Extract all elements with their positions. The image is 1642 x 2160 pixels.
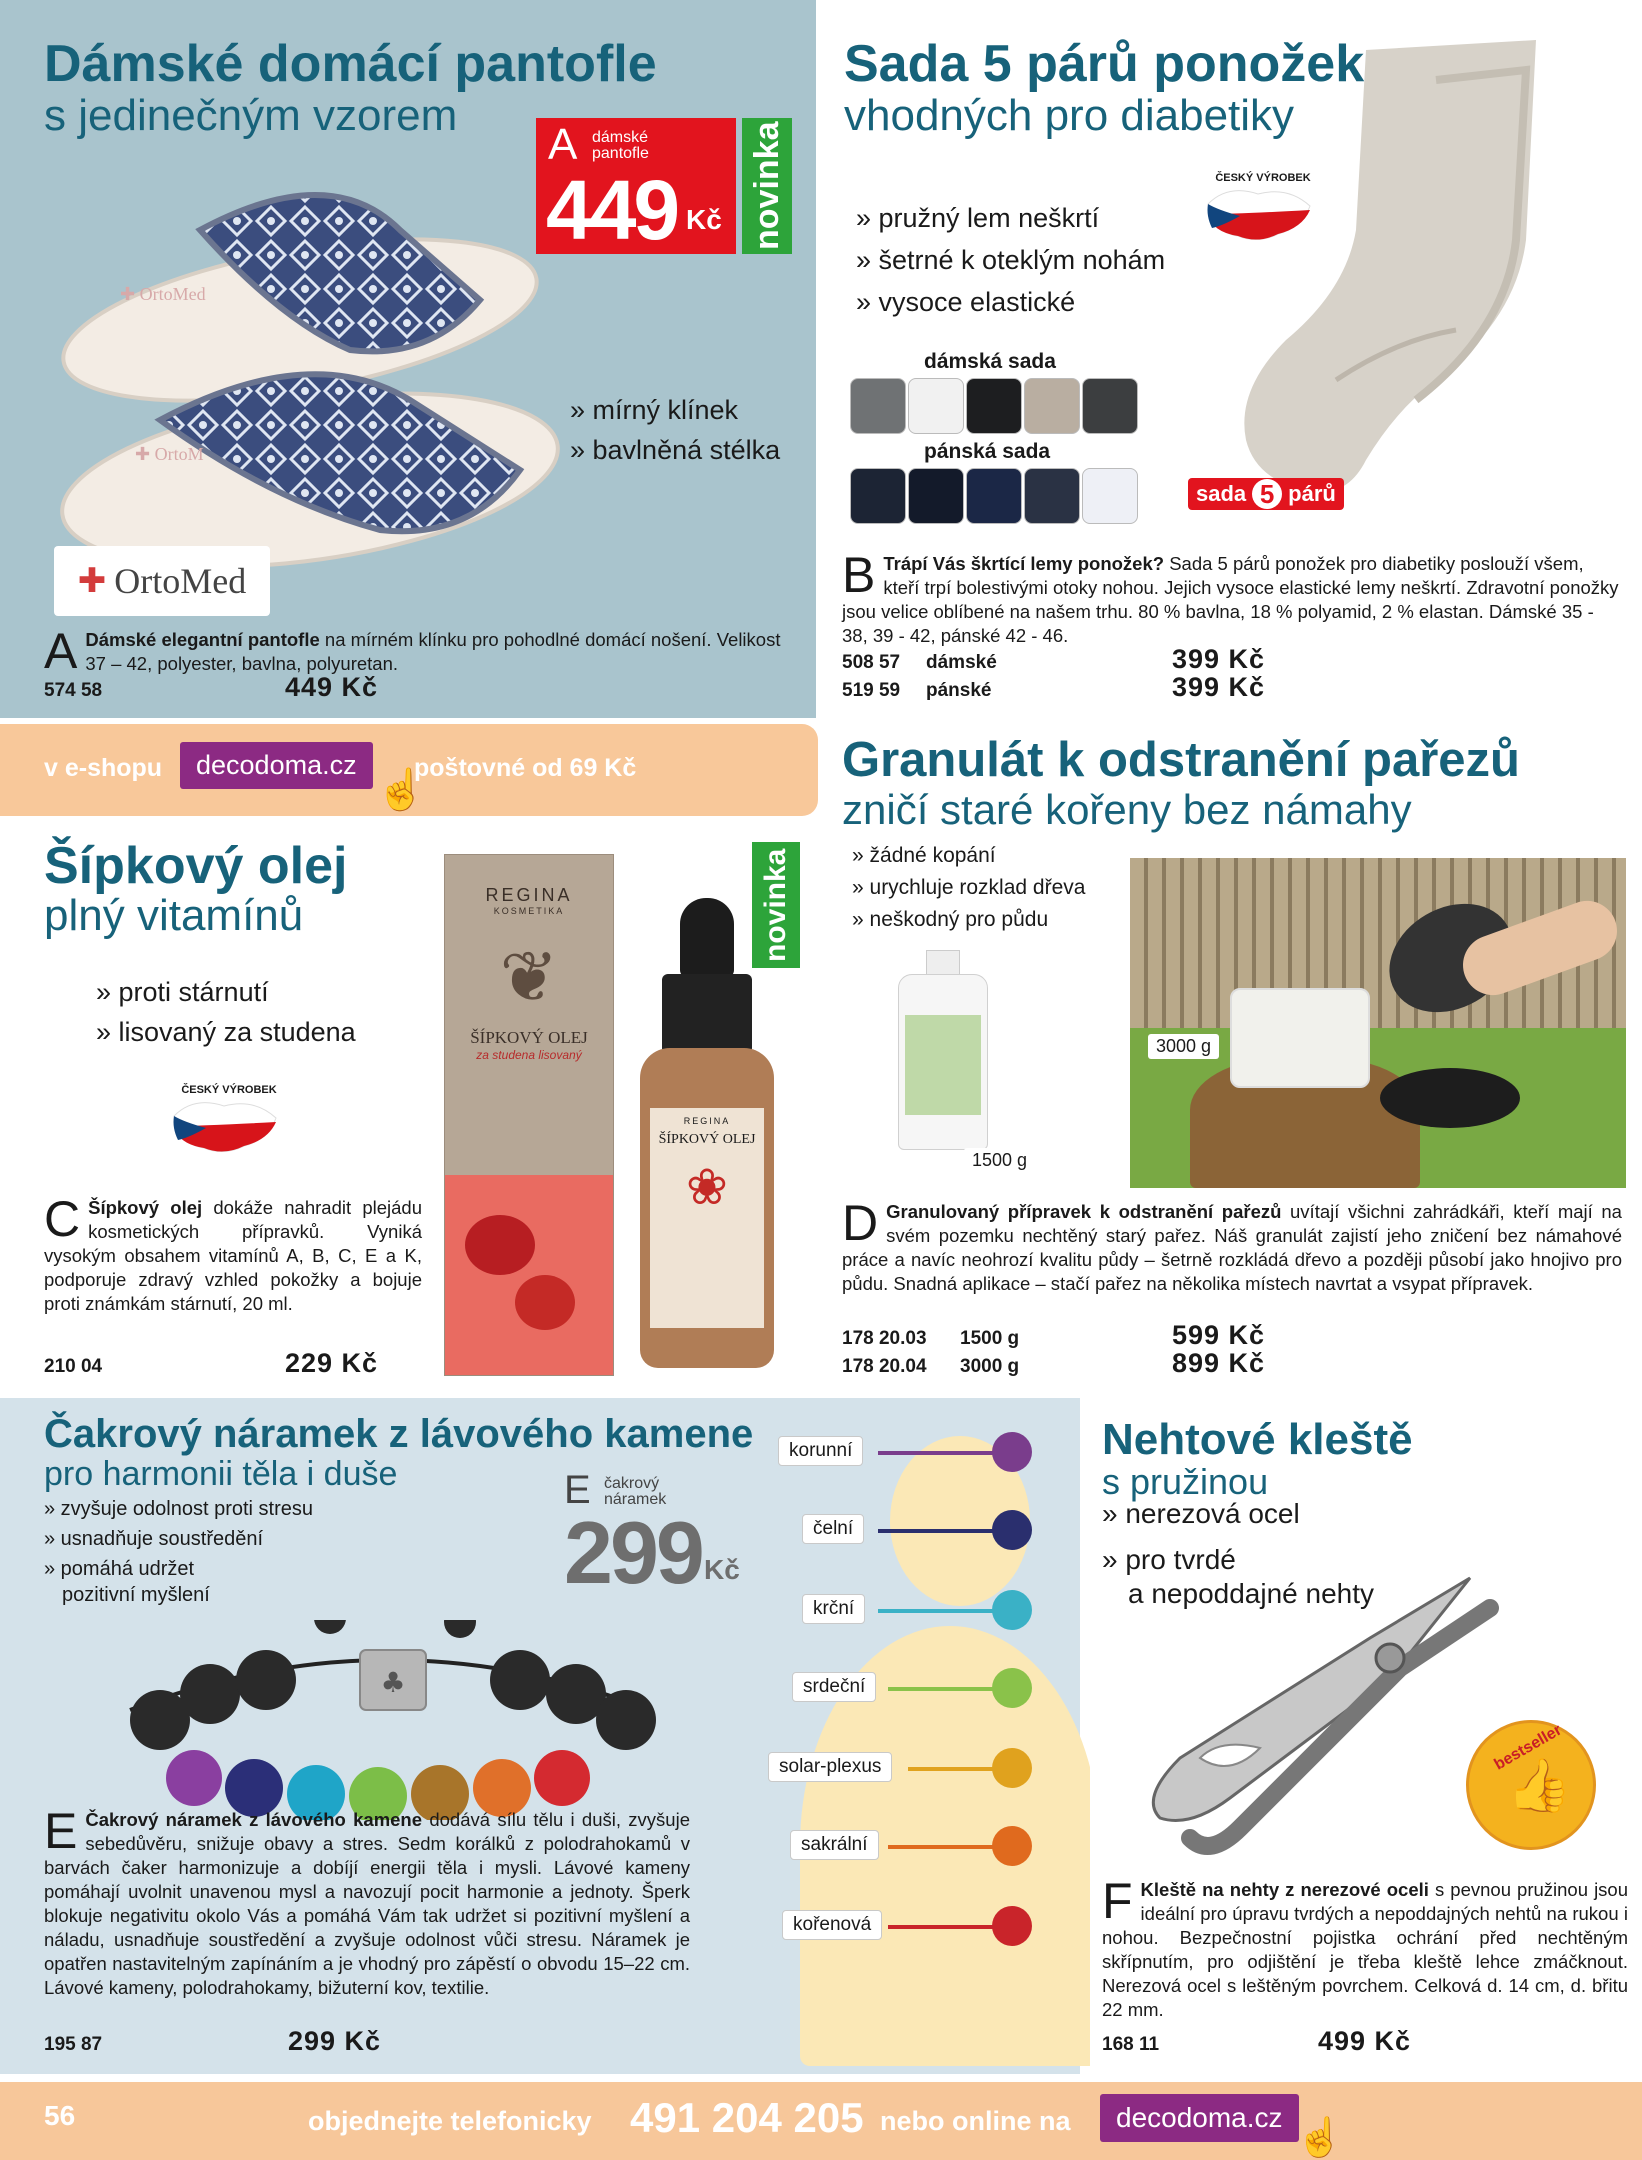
chakra-row-2: [768, 1510, 1128, 1550]
cz-product-badge: [1198, 172, 1328, 249]
slippers-image: [50, 170, 590, 590]
chakra-row-7: [768, 1906, 1128, 1946]
socks-description: [842, 547, 1622, 648]
chakra-line-5: [908, 1767, 998, 1771]
bracelet-bullet-1: » zvyšuje odolnost proti stresu: [44, 1498, 314, 1520]
ladies-set-label: dámská sada: [924, 350, 1056, 373]
chakra-line-2: [878, 1529, 998, 1533]
footer-online-text: nebo online na: [880, 2106, 1071, 2136]
clippers-bullet-2: » pro tvrdé: [1102, 1544, 1236, 1575]
ladies-swatch-4: [1024, 378, 1080, 434]
panel-slippers: [0, 0, 816, 718]
bracelet-badge-price: 299: [564, 1503, 702, 1602]
set-badge-unit: párů: [1288, 481, 1336, 506]
nail-clippers-image: [1120, 1558, 1500, 1858]
mens-swatch-4: [1024, 468, 1080, 524]
oil-bottle-name: ŠÍPKOVÝ OLEJ: [658, 1132, 756, 1147]
eshop-prefix: v e-shopu: [44, 754, 163, 782]
mens-swatch-5: [1082, 468, 1138, 524]
granulate-bullet-1: » žádné kopání: [852, 844, 996, 867]
clippers-title: Nehtové kleště: [1102, 1415, 1413, 1464]
bracelet-letter: E: [44, 1803, 78, 1859]
mens-swatch-1: [850, 468, 906, 524]
socks-row-1-code: 508 57: [842, 652, 901, 673]
granulate-row-2-code: 178 20.04: [842, 1356, 927, 1377]
set-badge-word: sada: [1196, 481, 1247, 506]
bracelet-badge-currency: Kč: [704, 1554, 740, 1585]
granulate-row-1-code: 178 20.03: [842, 1328, 927, 1349]
bracelet-price: 299 Kč: [288, 2026, 382, 2056]
ladies-swatches: [850, 378, 1150, 438]
clippers-bullet-1: » nerezová ocel: [1102, 1498, 1300, 1529]
footer-order-text: objednejte telefonicky: [308, 2106, 592, 2136]
granulate-description: [842, 1195, 1622, 1296]
oil-code: 210 04: [44, 1356, 103, 1377]
oil-bullet-1: » proti stárnutí: [96, 977, 269, 1007]
garden-photo: [1130, 858, 1626, 1188]
panel-stump-granulate: [826, 724, 1642, 1388]
cz-product-label-oil: ČESKÝ VÝROBEK: [181, 1084, 277, 1096]
bracelet-code: 195 87: [44, 2034, 103, 2055]
oil-box-brand: REGINA: [485, 885, 573, 905]
chakra-dot-4: [992, 1668, 1032, 1708]
granulate-row-2-price: 899 Kč: [1172, 1348, 1266, 1378]
chakra-dot-3: [992, 1590, 1032, 1630]
slippers-code: 574 58: [44, 680, 103, 701]
chakra-label-2: čelní: [802, 1514, 864, 1544]
clippers-subtitle: s pružinou: [1102, 1461, 1269, 1502]
chakra-row-6: [768, 1826, 1128, 1866]
ladies-swatch-2: [908, 378, 964, 434]
panel-rosehip-oil: [0, 822, 816, 1388]
slippers-description: [44, 623, 794, 679]
granulate-title: Granulát k odstranění pařezů: [842, 733, 1520, 787]
oil-bottle-brand: REGINA: [683, 1116, 731, 1126]
socks-bullet-1: » pružný lem neškrtí: [856, 203, 1100, 233]
bracelet-image: [120, 1620, 660, 1820]
panel-chakra-bracelet: [0, 1398, 1080, 2074]
granulate-bottle-image: [898, 950, 988, 1150]
badge-price: 449: [546, 163, 678, 257]
mens-swatches: [850, 468, 1150, 528]
panel-socks: [826, 0, 1642, 718]
socks-row-1-label: dámské: [926, 652, 997, 673]
slippers-title: Dámské domácí pantofle: [44, 35, 657, 93]
rosehip-bottle-icon: ❀: [686, 1159, 728, 1215]
chakra-line-7: [888, 1925, 998, 1929]
eshop-bar: [0, 724, 818, 816]
socks-desc-bold: Trápí Vás škrtící lemy ponožek?: [883, 553, 1165, 574]
chakra-label-7: kořenová: [782, 1910, 882, 1940]
slippers-bullet-2: » bavlněná stélka: [570, 435, 781, 465]
socks-row-2-price: 399 Kč: [1172, 672, 1266, 702]
bracelet-bullet-4: pozitivní myšlení: [62, 1584, 210, 1606]
chakra-line-6: [888, 1845, 998, 1849]
socks-subtitle: vhodných pro diabetiky: [844, 91, 1295, 140]
bottle-weight-label: 1500 g: [964, 1148, 1035, 1173]
sock-image: [1216, 40, 1616, 520]
socks-bullet-3: » vysoce elastické: [856, 287, 1076, 317]
clippers-price: 499 Kč: [1318, 2026, 1412, 2056]
badge-letter: A: [548, 120, 578, 169]
bracelet-badge-letter: E: [564, 1468, 591, 1512]
granulate-row-1-price: 599 Kč: [1172, 1320, 1266, 1350]
cz-product-badge-oil: [164, 1084, 294, 1161]
bucket-weight-label: 3000 g: [1148, 1034, 1219, 1059]
bracelet-bullet-2: » usnadňuje soustředění: [44, 1528, 264, 1550]
oil-letter: C: [44, 1191, 81, 1247]
footer-cursor-hand-icon: ☝: [1296, 2117, 1344, 2159]
oil-box-name: ŠÍPKOVÝ OLEJ: [470, 1028, 588, 1047]
socks-title: Sada 5 párů ponožek: [844, 35, 1365, 93]
badge-currency: Kč: [686, 204, 722, 235]
granulate-desc-bold: Granulovaný přípravek k odstranění pařezů: [886, 1201, 1282, 1222]
svg-text:♣: ♣: [380, 1666, 406, 1699]
socks-letter: B: [842, 547, 876, 603]
granulate-bullet-2: » urychluje rozklad dřeva: [852, 876, 1086, 899]
chakra-row-3: [768, 1590, 1128, 1630]
bracelet-desc-bold: Čakrový náramek z lávového kamene: [85, 1809, 423, 1830]
panel-nail-clippers: [1090, 1398, 1642, 2074]
slippers-bullet-1: » mírný klínek: [570, 395, 739, 425]
oil-title: Šípkový olej: [44, 837, 348, 895]
slippers-desc-text: na mírném klínku pro pohodlné domácí nošení. Velikost 37 – 42, polyester, bavlna, polyuretan.: [85, 629, 781, 674]
eshop-link[interactable]: decodoma.cz: [180, 742, 373, 789]
svg-text:✚ OrtoMed: ✚ OrtoMed: [120, 284, 206, 304]
oil-bottle-image: [632, 898, 782, 1368]
chakra-dot-6: [992, 1826, 1032, 1866]
bracelet-title: Čakrový náramek z lávového kamene: [44, 1412, 754, 1456]
novinka-badge-oil: novinka: [752, 842, 800, 968]
bracelet-subtitle: pro harmonii těla i duše: [44, 1455, 398, 1493]
socks-row-1-price: 399 Kč: [1172, 644, 1266, 674]
slippers-subtitle: s jedinečným vzorem: [44, 91, 458, 140]
thumbs-up-icon: 👍: [1507, 1757, 1572, 1815]
socks-row-2-label: pánské: [926, 680, 992, 701]
bestseller-label-top: bestseller: [1491, 1721, 1565, 1774]
clippers-desc-bold: Kleště na nehty z nerezové oceli: [1140, 1879, 1429, 1900]
clippers-bullet-3: a nepoddajné nehty: [1128, 1578, 1374, 1609]
chakra-row-5: [768, 1748, 1128, 1788]
eshop-shipping: poštovné od 69 Kč: [414, 754, 637, 782]
granulate-desc-text: uvítají všichni zahrádkáři, kteří mají na svém pozemku nechtěný starý pařez. Náš granulát zajistí jeho zničení bez námahové práce a navíc neohrozí kvalitu půdy – šetrně rozkládá dřevo a později působí jako hnojivo pro půdu. Snadná aplikace – stačí pařez na několika místech navrtat a vsypat přípravek.: [842, 1201, 1622, 1294]
oil-box-image: [444, 854, 614, 1376]
ladies-swatch-1: [850, 378, 906, 434]
chakra-row-1: [768, 1432, 1128, 1472]
oil-desc-bold: Šípkový olej: [88, 1197, 203, 1218]
oil-desc-text: dokáže nahradit plejádu kosmetických přípravků. Vyniká vysokým obsahem vitamínů A, B, C, E a K, podporuje zdravý vzhled pokožky a bojuje proti známkám stárnutí, 20 ml.: [44, 1197, 422, 1314]
czech-map-icon: [1198, 184, 1318, 244]
oil-price: 229 Kč: [285, 1348, 379, 1378]
chakra-dot-5: [992, 1748, 1032, 1788]
chakra-label-4: srdeční: [792, 1672, 876, 1702]
clippers-description: [1102, 1873, 1629, 2022]
clippers-code: 168 11: [1102, 2034, 1160, 2055]
chakra-dot-1: [992, 1432, 1032, 1472]
granulate-bullet-3: » neškodný pro půdu: [852, 908, 1049, 931]
chakra-row-4: [768, 1668, 1128, 1708]
chakra-line-1: [878, 1451, 998, 1455]
bestseller-badge: [1466, 1720, 1596, 1850]
footer-domain-link[interactable]: decodoma.cz: [1100, 2094, 1299, 2142]
clippers-desc-text: s pevnou pružinou jsou ideální pro úpravu tvrdých a nepoddajných nehtů na rukou i nohou. Bezpečnostní pojistka ochrání před nechtěným skřípnutím, pro odjištění je třeba kleště lehce zmáčknout. Nerezová ocel s leštěným povrchem. Celková d. 14 cm, d. břitu 22 mm.: [1102, 1879, 1629, 2020]
badge-small-text: dámské pantofle: [592, 129, 649, 162]
slippers-price: 449 Kč: [285, 672, 379, 702]
chakra-label-1: korunní: [778, 1436, 863, 1466]
ortomed-cross-icon: ✚: [77, 562, 107, 600]
chakra-line-3: [878, 1609, 998, 1613]
set-badge-number: 5: [1252, 479, 1282, 509]
chakra-dot-2: [992, 1510, 1032, 1550]
ortomed-logo: [54, 546, 270, 616]
bracelet-bullet-3: » pomáhá udržet: [44, 1558, 195, 1580]
slippers-letter: A: [44, 623, 78, 679]
novinka-badge: novinka: [742, 118, 792, 254]
socks-desc-text: Sada 5 párů ponožek pro diabetiky poslouží všem, kteří trpí bolestivými otoky nohou. Jejich vysoce elastické lemy neškrtí. Zdravotní ponožky jsou velice oblíbené na našem trhu. 80 % bavlna, 18 % polyamid, 2 % elastan. Dámské 35 - 38, 39 - 42, pánské 42 - 46.: [842, 553, 1619, 646]
ladies-swatch-5: [1082, 378, 1138, 434]
czech-map-icon-oil: [164, 1096, 284, 1156]
bracelet-desc-text: dodává sílu tělu i duši, zvyšuje sebedůvěru, snižuje obavy a stres. Sedm korálků z polodrahokamů v barvách čaker harmonizuje a dobíjí energii těla i mysli. Lávové kameny pomáhají uvolnit unavenou mysl a navozují pocit harmonie a jednoty. Šperk blokuje negativitu okolo Vás a pomáhá Vám tak udržet si pozitivní myšlení a náladu, usnadňuje soustředění a zvyšuje odolnost vůči stresu. Náramek je opatřen nastavitelným zapínáním a je vhodný pro zápěstí o obvodu 15–22 cm. Lávové kameny, polodrahokamy, bižuterní kov, textilie.: [44, 1809, 690, 1998]
slippers-desc-bold: Dámské elegantní pantofle: [85, 629, 320, 650]
chakra-list: [768, 1418, 1078, 1978]
clippers-letter: F: [1102, 1873, 1133, 1929]
rose-drawing-icon: ❦: [499, 938, 559, 1016]
oil-box-sub: KOSMETIKA: [493, 906, 565, 916]
cursor-hand-icon: ☝: [376, 768, 426, 812]
socks-bullet-2: » šetrné k oteklým nohám: [856, 245, 1166, 275]
oil-bullet-2: » lisovaný za studena: [96, 1017, 356, 1047]
socks-row-2-code: 519 59: [842, 680, 901, 701]
rosehip-berries-icon: [445, 1175, 613, 1375]
chakra-label-6: sakrální: [790, 1830, 879, 1860]
ladies-swatch-3: [966, 378, 1022, 434]
ortomed-name: OrtoMed: [114, 561, 247, 601]
mens-swatch-3: [966, 468, 1022, 524]
mens-set-label: pánská sada: [924, 440, 1051, 463]
chakra-dot-7: [992, 1906, 1032, 1946]
set-badge: [1188, 478, 1344, 510]
mens-swatch-2: [908, 468, 964, 524]
chakra-label-3: krční: [802, 1594, 865, 1624]
bracelet-badge-small: čakrový náramek: [604, 1475, 667, 1508]
bracelet-description: [44, 1803, 690, 2000]
granulate-letter: D: [842, 1195, 879, 1251]
chakra-label-5: solar-plexus: [768, 1752, 892, 1782]
svg-text:✚ OrtoM: ✚ OrtoM: [135, 444, 204, 464]
oil-subtitle: plný vitamínů: [44, 891, 304, 940]
footer-phone: 491 204 205: [630, 2094, 864, 2141]
oil-box-tag: za studena lisovaný: [476, 1048, 582, 1062]
chakra-line-4: [888, 1687, 998, 1691]
cz-product-label: ČESKÝ VÝROBEK: [1215, 172, 1311, 184]
granulate-row-1-label: 1500 g: [960, 1328, 1020, 1349]
granulate-subtitle: zničí staré kořeny bez námahy: [842, 786, 1412, 833]
footer-bar: [0, 2082, 1642, 2160]
granulate-row-2-label: 3000 g: [960, 1356, 1020, 1377]
oil-description: [44, 1191, 422, 1316]
page-number: 56: [44, 2100, 76, 2131]
